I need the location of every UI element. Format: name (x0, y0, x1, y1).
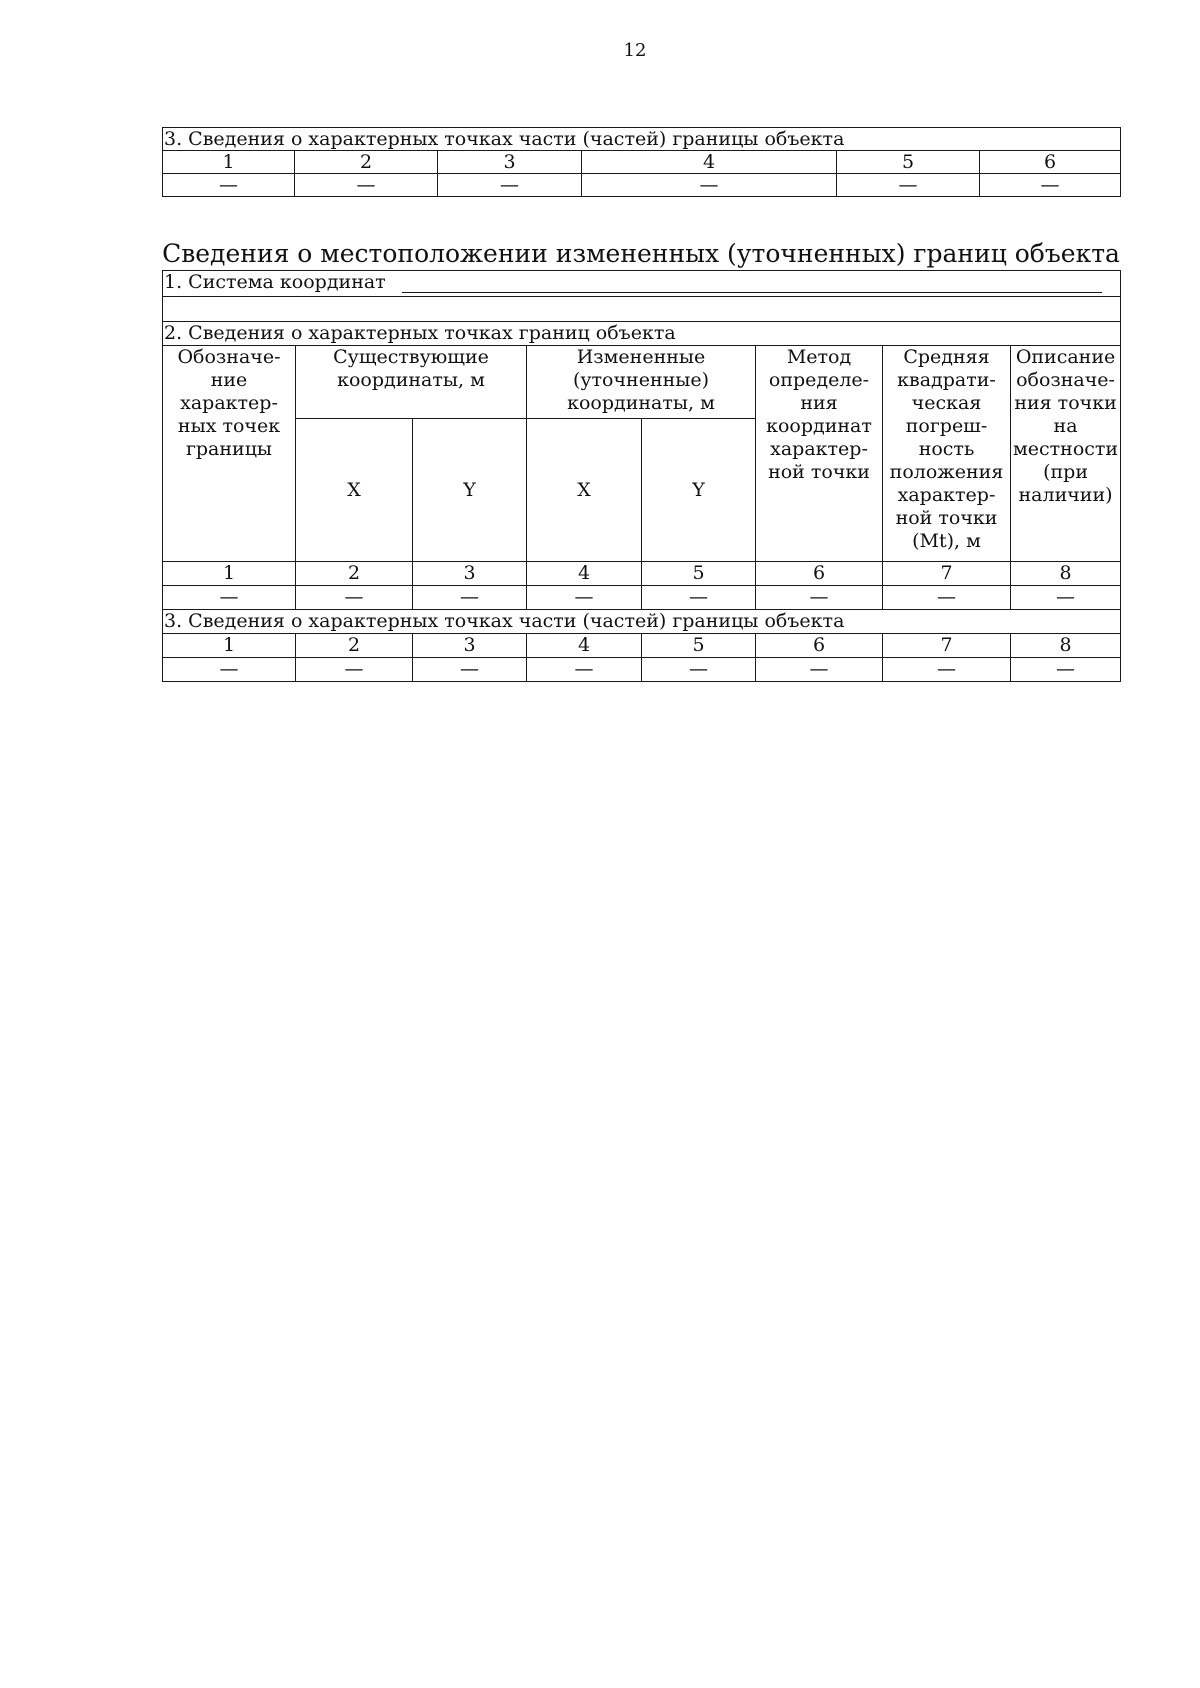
empty-value-cell: — (413, 586, 527, 610)
description-header: Описание обозначе-ния точки на местности (при наличии) (1011, 346, 1121, 562)
empty-value-cell: — (1011, 586, 1121, 610)
empty-value-cell: — (642, 658, 756, 682)
column-number: 2 (296, 634, 413, 658)
column-number: 4 (527, 634, 642, 658)
coordinate-system-label: 1. Система координат (164, 271, 386, 293)
part-boundary-points-table (162, 127, 1121, 197)
empty-value-cell: — (756, 586, 883, 610)
page-number: 12 (623, 40, 647, 61)
column-number: 8 (1011, 562, 1121, 586)
column-number: 4 (527, 562, 642, 586)
designation-header: Обозначе-ние характер-ных точек границы (163, 346, 296, 562)
existing-coords-header: Существующие координаты, м (296, 346, 527, 419)
existing-x-header: X (296, 419, 413, 562)
changed-boundaries-table (162, 270, 1121, 682)
table-row (163, 174, 1121, 197)
column-number: 3 (413, 634, 527, 658)
column-number: 7 (883, 634, 1011, 658)
blank-row (163, 297, 1121, 322)
column-number-row (163, 634, 1121, 658)
column-number: 2 (296, 562, 413, 586)
column-number: 5 (642, 634, 756, 658)
empty-value-cell: — (296, 586, 413, 610)
column-number: 6 (980, 151, 1121, 174)
empty-value-cell: — (883, 586, 1011, 610)
changed-x-header: X (527, 419, 642, 562)
section2-title: 2. Сведения о характерных точках границ объекта (163, 322, 1121, 346)
empty-value-cell: — (413, 658, 527, 682)
column-number: 5 (837, 151, 980, 174)
column-number-row (163, 562, 1121, 586)
empty-value-cell: — (837, 174, 980, 197)
empty-value-cell: — (582, 174, 837, 197)
table-row (163, 658, 1121, 682)
empty-value-cell: — (756, 658, 883, 682)
coordinate-system-value (402, 274, 1102, 293)
empty-value-cell: — (527, 586, 642, 610)
column-number: 3 (438, 151, 582, 174)
empty-value-cell: — (163, 586, 296, 610)
column-number: 3 (413, 562, 527, 586)
column-number: 1 (163, 634, 296, 658)
mean-error-header: Средняя квадрати-ческая погреш-ность положения характер-ной точки (Mt), м (883, 346, 1011, 562)
column-number: 6 (756, 634, 883, 658)
column-number: 1 (163, 151, 295, 174)
column-number: 6 (756, 562, 883, 586)
section-heading: Сведения о местоположении измененных (уточненных) границ объекта (162, 239, 1120, 268)
column-number: 2 (295, 151, 438, 174)
changed-coords-header: Измененные (уточненные) координаты, м (527, 346, 756, 419)
empty-value-cell: — (883, 658, 1011, 682)
empty-value-cell: — (1011, 658, 1121, 682)
column-number-row (163, 151, 1121, 174)
empty-value-cell: — (163, 174, 295, 197)
empty-value-cell: — (163, 658, 296, 682)
column-number: 8 (1011, 634, 1121, 658)
empty-value-cell: — (642, 586, 756, 610)
method-header: Метод определе-ния координат характер-ной точки (756, 346, 883, 562)
column-number: 5 (642, 562, 756, 586)
empty-value-cell: — (438, 174, 582, 197)
section3-title: 3. Сведения о характерных точках части (частей) границы объекта (163, 610, 1121, 634)
column-number: 7 (883, 562, 1011, 586)
empty-value-cell: — (980, 174, 1121, 197)
empty-value-cell: — (527, 658, 642, 682)
column-number: 1 (163, 562, 296, 586)
section3-title: 3. Сведения о характерных точках части (частей) границы объекта (163, 128, 1121, 151)
empty-value-cell: — (295, 174, 438, 197)
table-row (163, 586, 1121, 610)
empty-value-cell: — (296, 658, 413, 682)
column-number: 4 (582, 151, 837, 174)
existing-y-header: Y (413, 419, 527, 562)
coordinate-system-row (163, 271, 1121, 297)
changed-y-header: Y (642, 419, 756, 562)
